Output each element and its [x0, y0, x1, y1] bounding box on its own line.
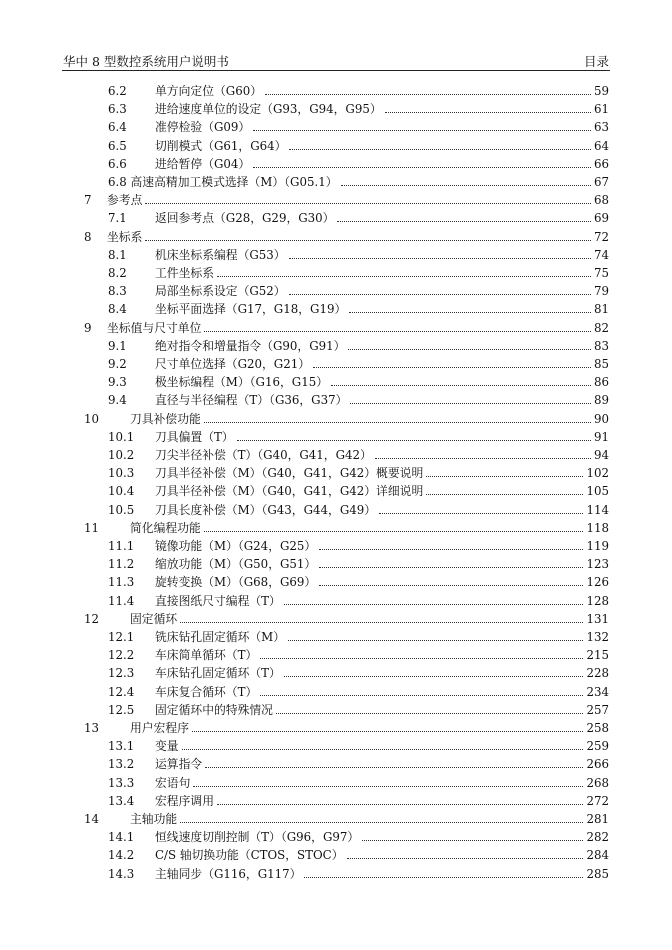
toc-entry-page: 85 [593, 357, 609, 371]
toc-entry-page: 105 [586, 484, 609, 499]
toc-entry-number: 11 [84, 520, 100, 535]
toc-entry-number: 14.2 [108, 848, 135, 863]
toc-entry-title: 固定循环 [130, 611, 178, 626]
toc-entry-number: 9.1 [108, 338, 127, 353]
dot-leader [426, 476, 583, 477]
toc-entry-page: 64 [593, 138, 609, 153]
toc-entry-number: 10.3 [108, 466, 135, 481]
toc-entry-number: 9.2 [108, 357, 127, 371]
toc-entry-page: 66 [593, 156, 609, 171]
dot-leader [217, 804, 583, 805]
toc-entry-number: 12.3 [108, 666, 135, 681]
toc-entry[interactable] [0, 810, 672, 828]
dot-leader [331, 385, 591, 386]
toc-entry[interactable] [0, 228, 672, 246]
toc-entry-page: 114 [586, 502, 609, 517]
toc-entry-title: 恒线速度切削控制（T）（G96，G97） [155, 830, 360, 845]
dot-leader [253, 167, 591, 168]
toc-entry-page: 215 [586, 648, 609, 663]
toc-entry-number: 6.3 [108, 102, 127, 117]
toc-entry-title: 刀尖半径补偿（T）（G40，G41，G42） [155, 448, 372, 462]
toc-entry[interactable] [0, 464, 672, 482]
toc-entry-page: 90 [593, 411, 609, 426]
dot-leader [385, 112, 591, 113]
toc-entry-page: 91 [593, 429, 609, 444]
toc-entry-number: 11.4 [108, 593, 135, 608]
toc-entry[interactable] [0, 537, 672, 555]
dot-leader [217, 276, 591, 277]
toc-entry-title: 简化编程功能 [130, 520, 201, 535]
dot-leader [350, 403, 591, 404]
dot-leader [193, 786, 583, 787]
toc-entry-page: 102 [586, 466, 609, 481]
toc-entry-page: 128 [586, 593, 609, 608]
toc-entry-number: 8.2 [108, 266, 127, 280]
dot-leader [204, 331, 591, 332]
toc-entry-number: 13.2 [108, 757, 135, 772]
toc-entry-number: 14.3 [108, 866, 135, 881]
toc-entry-title: 铣床钻孔固定循环（M） [155, 630, 286, 644]
toc-entry[interactable] [0, 846, 672, 864]
dot-leader [204, 422, 591, 423]
toc-entry-title: 准停检验（G09） [155, 120, 251, 135]
toc-entry-number: 7 [84, 193, 92, 208]
toc-entry-number: 10.1 [108, 429, 135, 444]
toc-entry-title: 坐标系 [107, 229, 143, 244]
toc-entry-page: 228 [586, 666, 609, 681]
toc-entry[interactable] [0, 828, 672, 846]
toc-entry[interactable] [0, 592, 672, 610]
dot-leader [379, 513, 583, 514]
toc-entry-page: 272 [586, 793, 609, 808]
toc-entry-title: 固定循环中的特殊情况 [155, 702, 273, 717]
dot-leader [289, 258, 591, 259]
toc-entry[interactable] [0, 155, 672, 173]
dot-leader [205, 767, 583, 768]
dot-leader [319, 549, 583, 550]
toc-entry-number: 11.3 [108, 575, 135, 590]
toc-entry[interactable] [0, 282, 672, 300]
dot-leader [362, 840, 583, 841]
toc-entry-title: 机床坐标系编程（G53） [155, 247, 286, 262]
toc-entry[interactable] [0, 755, 672, 773]
toc-entry-title: 尺寸单位选择（G20，G21） [155, 357, 311, 371]
toc-entry-number: 13.1 [108, 739, 135, 754]
toc-entry-page: 118 [586, 520, 609, 535]
toc-entry-number: 6.2 [108, 84, 127, 98]
toc-entry[interactable] [0, 100, 672, 118]
toc-entry-number: 10 [84, 411, 100, 426]
toc-entry-number: 12.1 [108, 630, 135, 644]
toc-entry-number: 14 [84, 812, 100, 826]
toc-entry-number: 6.4 [108, 120, 127, 135]
dot-leader [180, 822, 583, 823]
dot-leader [145, 203, 591, 204]
toc-entry-title: 返回参考点（G28，G29，G30） [155, 211, 335, 226]
toc-entry[interactable] [0, 628, 672, 646]
dot-leader [289, 294, 591, 295]
toc-entry-title: 刀具长度补偿（M）（G43，G44，G49） [155, 502, 377, 517]
toc-entry-title: 旋转变换（M）（G68，G69） [155, 575, 317, 590]
toc-entry-number: 14.1 [108, 830, 135, 845]
toc-entry[interactable] [0, 373, 672, 391]
toc-entry-page: 284 [586, 848, 609, 863]
toc-entry-number: 8.3 [108, 284, 127, 299]
toc-entry-title: 车床钻孔固定循环（T） [155, 666, 281, 681]
toc-entry-number: 12 [84, 611, 100, 626]
toc-entry-title: 直径与半径编程（T）（G36，G37） [155, 393, 348, 408]
toc-entry-title: 6.8 高速高精加工模式选择（M）（G05.1） [108, 175, 338, 189]
toc-entry-page: 72 [593, 229, 609, 244]
toc-entry[interactable] [0, 610, 672, 628]
dot-leader [192, 731, 583, 732]
toc-entry[interactable] [0, 646, 672, 664]
toc-entry-title: 刀具半径补偿（M）（G40，G41，G42）详细说明 [155, 484, 424, 499]
toc-entry-page: 281 [586, 812, 609, 826]
section-title: 目录 [583, 54, 609, 69]
toc-entry-page: 119 [586, 539, 609, 553]
toc-entry[interactable] [0, 246, 672, 264]
toc-entry[interactable] [0, 519, 672, 537]
toc-entry[interactable] [0, 428, 672, 446]
toc-entry-title: 参考点 [107, 193, 143, 208]
toc-entry[interactable] [0, 391, 672, 409]
toc-entry[interactable] [0, 173, 672, 191]
dot-leader [341, 185, 591, 186]
toc-entry-title: 车床简单循环（T） [155, 648, 258, 663]
toc-entry[interactable] [0, 337, 672, 355]
toc-entry[interactable] [0, 410, 672, 428]
toc-entry-title: 刀具补偿功能 [130, 411, 201, 426]
toc-entry-title: 变量 [155, 739, 179, 754]
toc-entry[interactable] [0, 774, 672, 792]
toc-entry-title: 车床复合循环（T） [155, 684, 258, 699]
toc-entry-title: 进给速度单位的设定（G93，G94，G95） [155, 102, 382, 117]
dot-leader [289, 149, 591, 150]
toc-entry-title: 极坐标编程（M）（G16，G15） [155, 375, 329, 390]
toc-entry-number: 12.2 [108, 648, 135, 663]
dot-leader [304, 877, 583, 878]
toc-entry-number: 9.4 [108, 393, 127, 408]
toc-entry-title: 刀具偏置（T） [155, 429, 234, 444]
toc-entry-title: 镜像功能（M）（G24，G25） [155, 539, 317, 553]
toc-entry[interactable] [0, 191, 672, 209]
dot-leader [180, 622, 583, 623]
toc-entry-page: 79 [593, 284, 609, 299]
toc-entry[interactable] [0, 701, 672, 719]
dot-leader [182, 749, 584, 750]
toc-entry-title: 用户宏程序 [130, 721, 189, 735]
toc-entry-number: 10.2 [108, 448, 135, 462]
toc-entry-page: 257 [586, 702, 609, 717]
toc-entry[interactable] [0, 446, 672, 464]
toc-entry-page: 131 [586, 611, 609, 626]
dot-leader [265, 94, 591, 95]
toc-entry[interactable] [0, 319, 672, 337]
toc-entry-number: 13.3 [108, 775, 135, 790]
toc-entry-title: 直接图纸尺寸编程（T） [155, 593, 281, 608]
toc-entry[interactable] [0, 300, 672, 318]
toc-entry[interactable] [0, 264, 672, 282]
toc-entry-title: 运算指令 [155, 757, 203, 772]
toc-entry-page: 69 [593, 211, 609, 226]
toc-entry-page: 126 [586, 575, 609, 590]
toc-entry-page: 259 [586, 739, 609, 754]
toc-entry-page: 123 [586, 557, 609, 572]
dot-leader [260, 658, 583, 659]
dot-leader [319, 567, 583, 568]
dot-leader [284, 676, 584, 677]
toc-entry[interactable] [0, 555, 672, 573]
toc-entry[interactable] [0, 573, 672, 591]
dot-leader [284, 604, 584, 605]
toc-entry-page: 258 [586, 721, 609, 735]
dot-leader [204, 531, 584, 532]
toc-entry-page: 268 [586, 775, 609, 790]
toc-entry-page: 82 [593, 320, 609, 335]
toc-entry-title: 单方向定位（G60） [155, 84, 263, 98]
dot-leader [426, 494, 583, 495]
header-divider [62, 70, 610, 71]
toc-entry-number: 6.5 [108, 138, 127, 153]
toc-entry-number: 13 [84, 721, 100, 735]
dot-leader [237, 440, 591, 441]
toc-entry-page: 63 [593, 120, 609, 135]
dot-leader [145, 240, 591, 241]
toc-entry-number: 10.5 [108, 502, 135, 517]
toc-entry-number: 10.4 [108, 484, 135, 499]
toc-entry-number: 8.4 [108, 302, 127, 317]
toc-entry-title: 绝对指令和增量指令（G90，G91） [155, 338, 346, 353]
toc-entry-title: C/S 轴切换功能（CTOS，STOC） [155, 848, 344, 863]
toc-entry-title: 缩放功能（M）（G50，G51） [155, 557, 317, 572]
toc-entry-page: 282 [586, 830, 609, 845]
toc-entry[interactable] [0, 737, 672, 755]
toc-entry-number: 13.4 [108, 793, 135, 808]
dot-leader [288, 640, 583, 641]
toc-entry-title: 坐标平面选择（G17，G18，G19） [155, 302, 347, 317]
toc-entry-title: 局部坐标系设定（G52） [155, 284, 286, 299]
dot-leader [347, 858, 584, 859]
toc-entry-title: 宏语句 [155, 775, 191, 790]
toc-entry-title: 坐标值与尺寸单位 [107, 320, 202, 335]
toc-entry-title: 主轴同步（G116，G117） [155, 866, 302, 881]
toc-entry-page: 266 [586, 757, 609, 772]
toc-entry-number: 6.6 [108, 156, 127, 171]
toc-entry-page: 132 [586, 630, 609, 644]
toc-entry-number: 8.1 [108, 247, 127, 262]
dot-leader [319, 585, 583, 586]
dot-leader [348, 349, 591, 350]
dot-leader [313, 367, 591, 368]
toc-entry-number: 9.3 [108, 375, 127, 390]
dot-leader [349, 312, 591, 313]
dot-leader [337, 221, 591, 222]
toc-entry[interactable] [0, 719, 672, 737]
toc-entry[interactable] [0, 501, 672, 519]
toc-entry[interactable] [0, 482, 672, 500]
toc-entry[interactable] [0, 209, 672, 227]
toc-entry-title: 工件坐标系 [155, 266, 214, 280]
dot-leader [276, 713, 583, 714]
toc-entry-title: 进给暂停（G04） [155, 156, 251, 171]
toc-entry-page: 94 [593, 448, 609, 462]
toc-entry-number: 12.4 [108, 684, 135, 699]
document-title: 华中 8 型数控系统用户说明书 [63, 54, 229, 69]
toc-entry-page: 234 [586, 684, 609, 699]
toc-entry-title: 切削模式（G61，G64） [155, 138, 287, 153]
toc-entry[interactable] [0, 82, 672, 100]
dot-leader [260, 695, 583, 696]
toc-entry-page: 68 [593, 193, 609, 208]
toc-entry-number: 9 [84, 320, 92, 335]
toc-entry[interactable] [0, 137, 672, 155]
toc-entry-number: 12.5 [108, 702, 135, 717]
toc-entry-page: 59 [593, 84, 609, 98]
toc-entry-page: 83 [593, 338, 609, 353]
toc-entry-page: 67 [593, 175, 609, 189]
toc-entry-number: 7.1 [108, 211, 127, 226]
toc-entry[interactable] [0, 118, 672, 136]
toc-entry[interactable] [0, 865, 672, 883]
toc-entry-page: 75 [593, 266, 609, 280]
toc-entry-title: 宏程序调用 [155, 793, 214, 808]
toc-entry-number: 11.2 [108, 557, 135, 572]
toc-entry-page: 74 [593, 247, 609, 262]
toc-entry-number: 11.1 [108, 539, 135, 553]
toc-entry[interactable] [0, 792, 672, 810]
toc-entry-page: 89 [593, 393, 609, 408]
toc-entry-page: 285 [586, 866, 609, 881]
toc-entry-page: 81 [593, 302, 609, 317]
page-header [63, 50, 609, 70]
toc-entry[interactable] [0, 664, 672, 682]
toc-entry-title: 刀具半径补偿（M）（G40，G41，G42）概要说明 [155, 466, 424, 481]
dot-leader [253, 130, 591, 131]
toc-entry-page: 86 [593, 375, 609, 390]
toc-entry[interactable] [0, 355, 672, 373]
dot-leader [375, 458, 591, 459]
toc-entry[interactable] [0, 683, 672, 701]
toc-entry-page: 61 [593, 102, 609, 117]
toc-entry-number: 8 [84, 229, 92, 244]
toc-entry-title: 主轴功能 [130, 812, 178, 826]
